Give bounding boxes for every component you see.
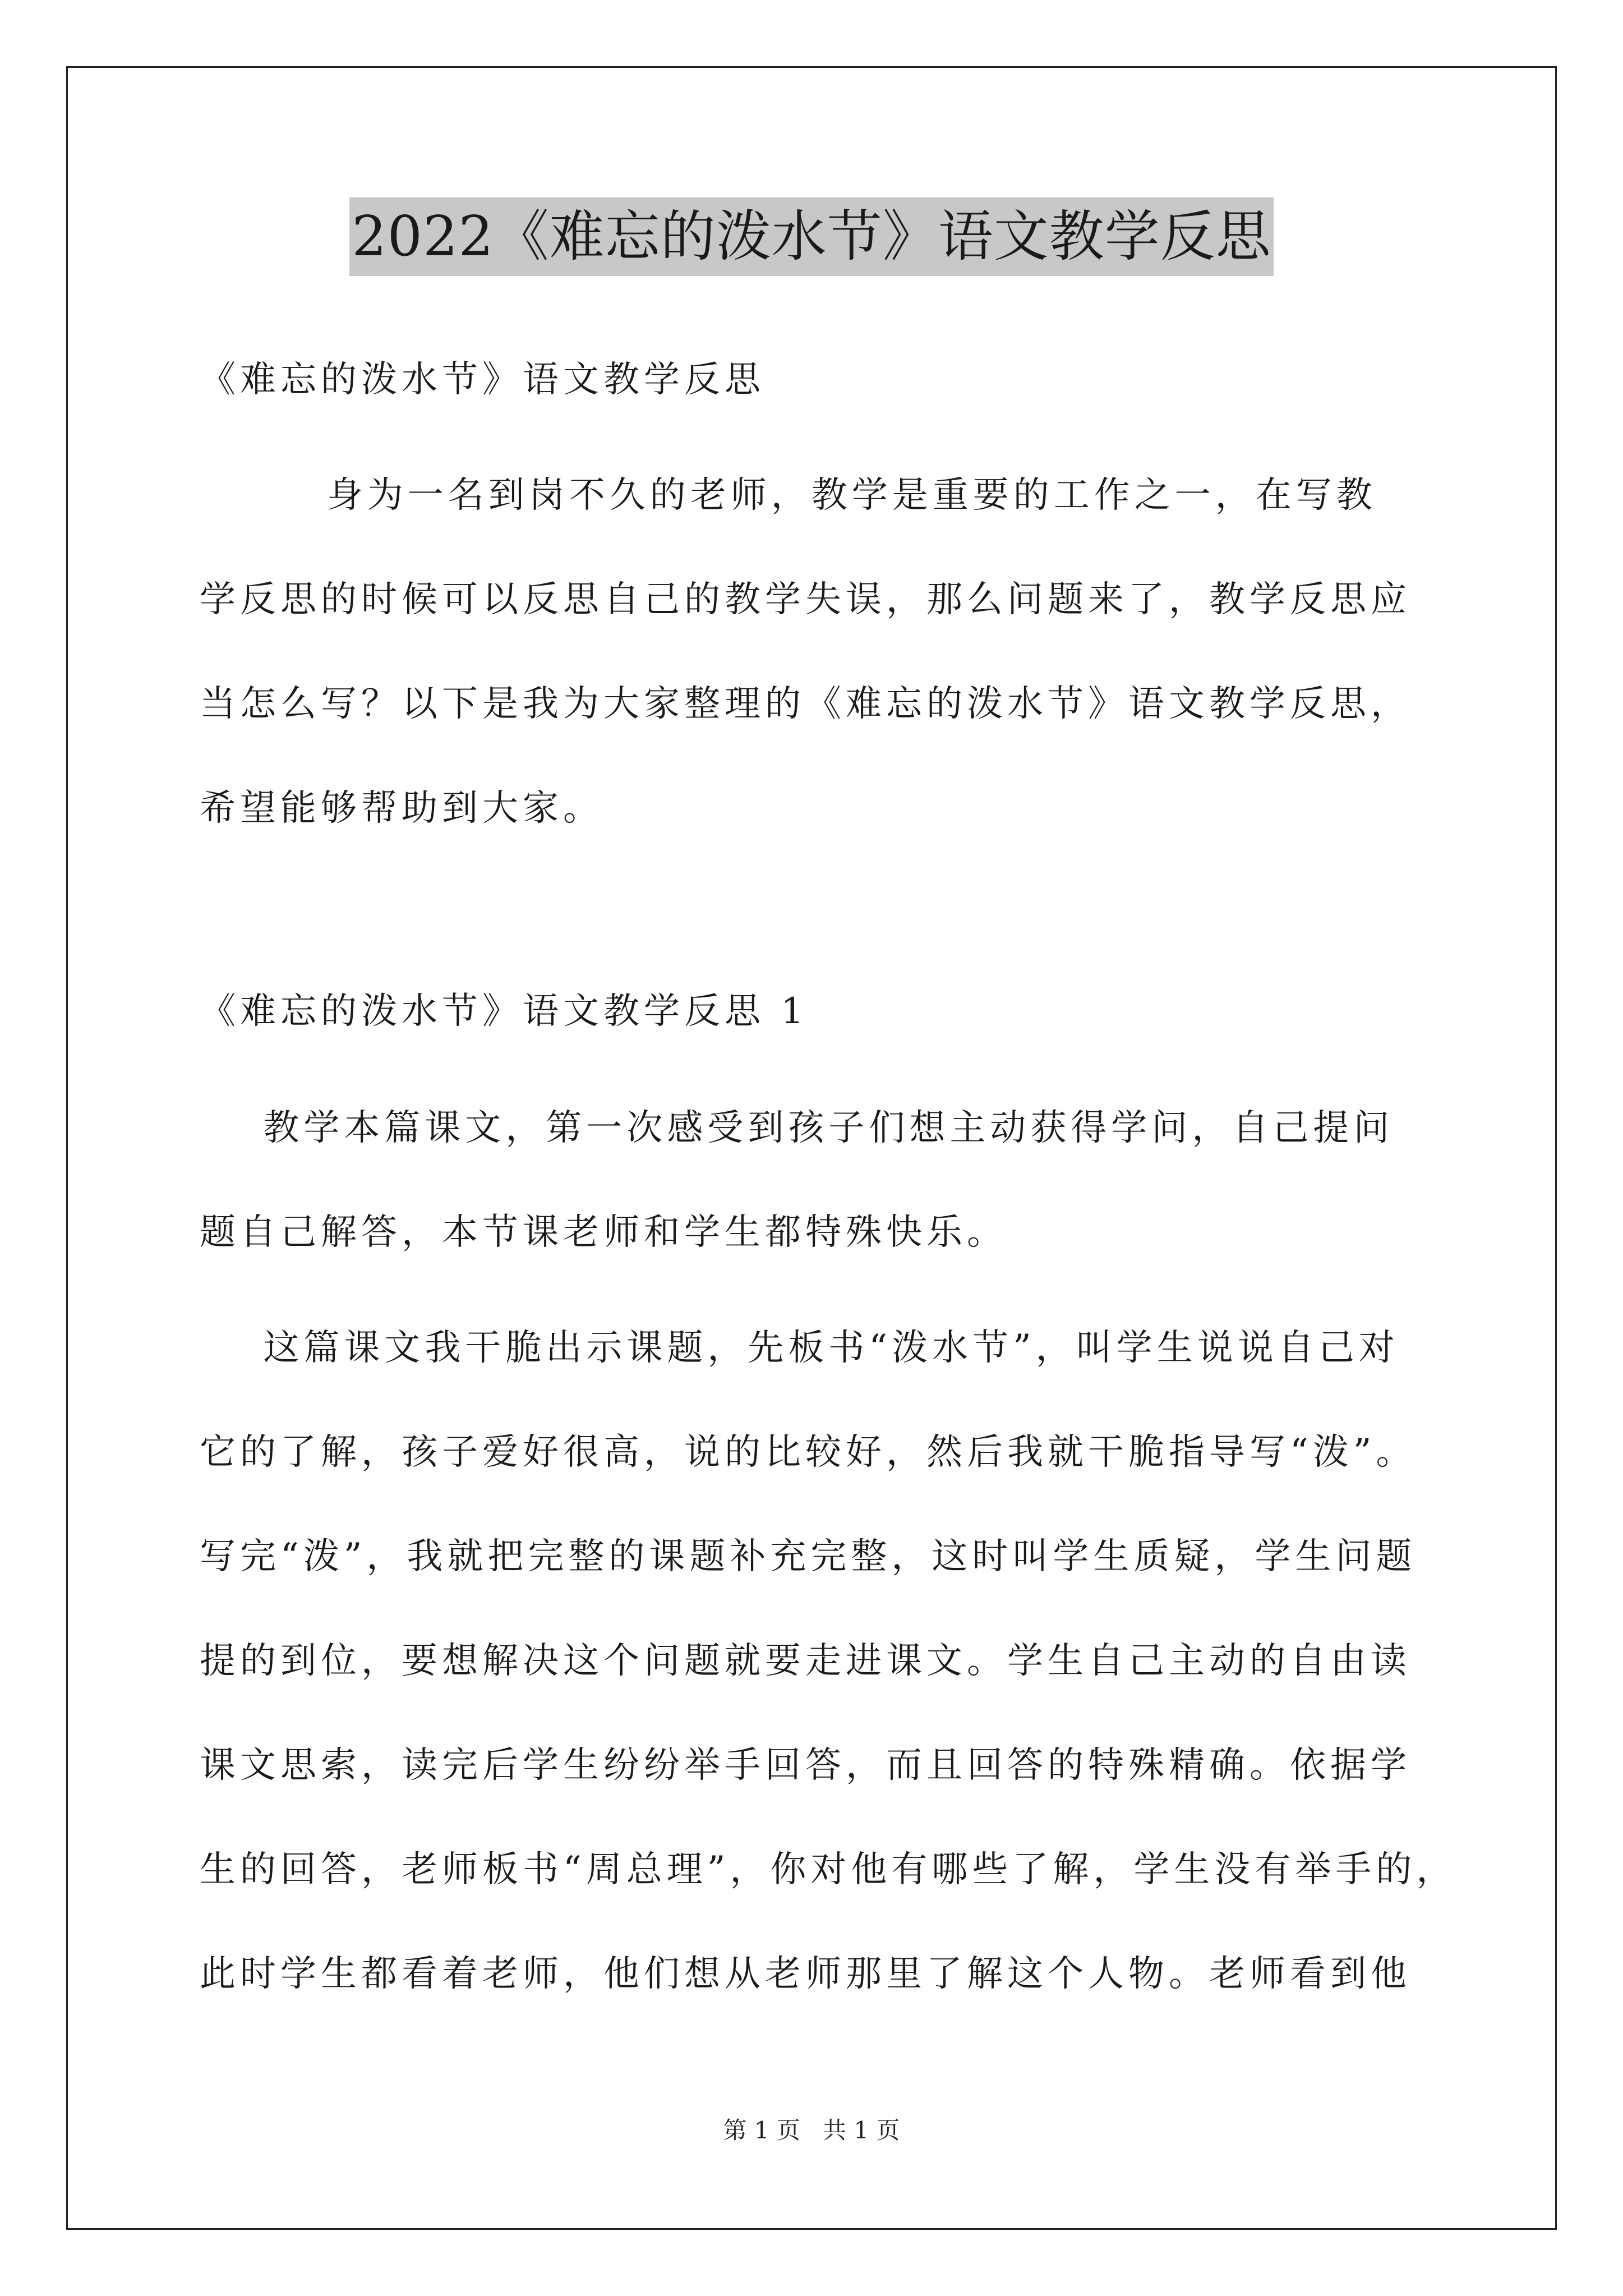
intro-paragraph <box>200 443 1433 861</box>
document-title: 2022《难忘的泼水节》语文教学反思 <box>349 197 1273 276</box>
paragraph-line: 生的回答，老师板书“周总理”，你对他有哪些了解，学生没有举手的， <box>200 1849 1457 1890</box>
intro-line: 当怎么写？以下是我为大家整理的《难忘的泼水节》语文教学反思， <box>200 683 1411 725</box>
page-footer: 第 1 页 共 1 页 <box>723 2116 900 2144</box>
paragraph-line: 写完“泼”，我就把完整的课题补充完整，这时叫学生质疑，学生问题 <box>200 1536 1417 1577</box>
intro-line: 希望能够帮助到大家。 <box>200 788 603 829</box>
intro-line: 学反思的时候可以反思自己的教学失误，那么问题来了，教学反思应 <box>200 579 1411 620</box>
paragraph-line: 课文思索，读完后学生纷纷举手回答，而且回答的特殊精确。依据学 <box>200 1745 1411 1786</box>
paragraph-line: 教学本篇课文，第一次感受到孩子们想主动获得学问，自己提问 <box>200 1107 1394 1149</box>
document-subtitle: 《难忘的泼水节》语文教学反思 <box>200 359 765 401</box>
paragraph-line: 这篇课文我干脆出示课题，先板书“泼水节”，叫学生说说自己对 <box>200 1327 1399 1369</box>
paragraph-line: 题自己解答，本节课老师和学生都特殊快乐。 <box>200 1212 1007 1253</box>
paragraph-line: 它的了解，孩子爱好很高，说的比较好，然后我就干脆指导写“泼”。 <box>200 1432 1417 1473</box>
section-heading: 《难忘的泼水节》语文教学反思 1 <box>200 991 809 1032</box>
intro-line: 身为一名到岗不久的老师，教学是重要的工作之一，在写教 <box>200 475 1377 516</box>
paragraph-line: 此时学生都看着老师，他们想从老师那里了解这个人物。老师看到他 <box>200 1953 1411 1995</box>
paragraph-line: 提的到位，要想解决这个问题就要走进课文。学生自己主动的自由读 <box>200 1640 1411 1682</box>
section-paragraph-2 <box>200 1296 1457 2026</box>
title-wrap <box>0 197 1623 276</box>
section-paragraph-1 <box>200 1076 1433 1285</box>
